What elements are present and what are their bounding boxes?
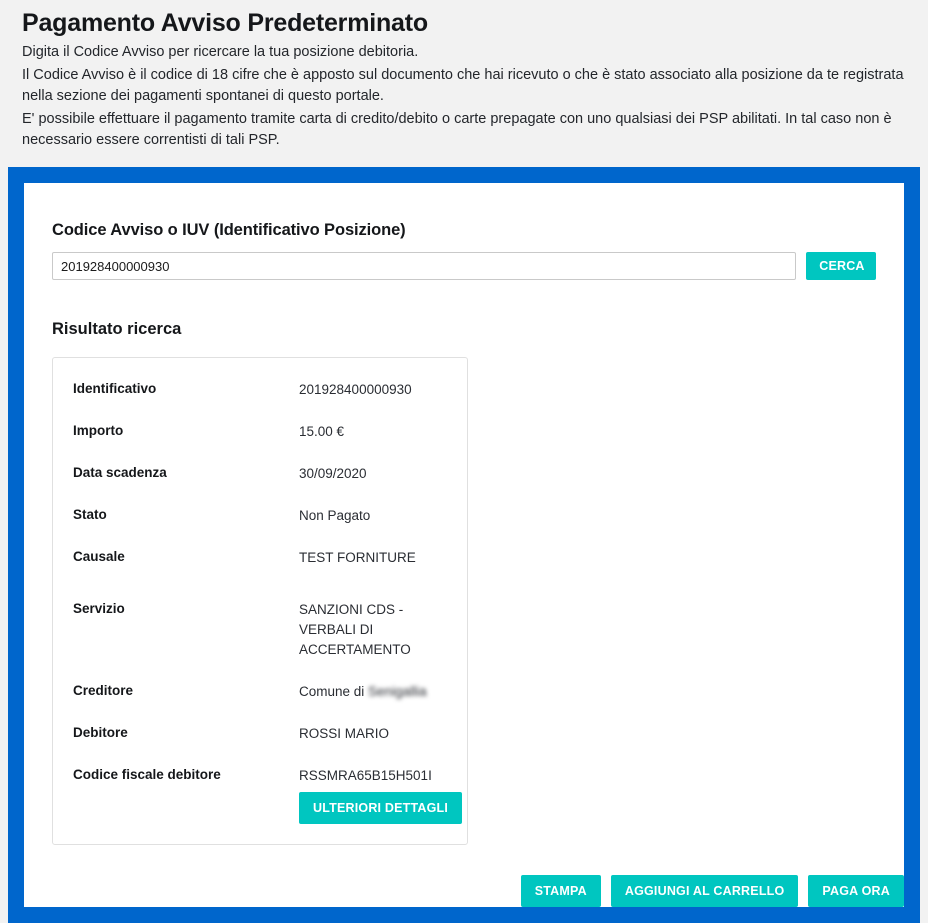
intro-section xyxy=(0,0,928,170)
row-value: 201928400000930 xyxy=(299,382,412,397)
details-button-wrap xyxy=(73,792,447,824)
row-value: TEST FORNITURE xyxy=(299,550,416,565)
table-row xyxy=(73,766,447,786)
row-label: Causale xyxy=(73,549,125,564)
table-row xyxy=(73,380,447,400)
row-value: ROSSI MARIO xyxy=(299,726,390,741)
footer-actions xyxy=(521,875,904,907)
table-row xyxy=(73,600,447,660)
row-label: Creditore xyxy=(73,683,134,698)
table-row xyxy=(73,506,447,526)
row-label: Debitore xyxy=(73,725,128,740)
intro-paragraph-3: E' possibile effettuare il pagamento tramite carta di credito/debito o carte prepagate con uno qualsiasi dei PSP abilitati. In tal caso non è necessario essere correntisti di tali PSP. xyxy=(22,110,892,148)
print-button[interactable]: STAMPA xyxy=(521,875,601,907)
add-to-cart-button[interactable]: AGGIUNGI AL CARRELLO xyxy=(611,875,799,907)
row-label: Data scadenza xyxy=(73,465,167,480)
row-value: 30/09/2020 xyxy=(299,466,367,481)
row-label: Servizio xyxy=(73,601,125,616)
row-label: Identificativo xyxy=(73,381,157,396)
row-label: Codice fiscale debitore xyxy=(73,767,221,782)
row-value: 15.00 € xyxy=(299,424,345,439)
result-section-title: Risultato ricerca xyxy=(52,320,182,338)
intro-paragraph-2: Il Codice Avviso è il codice di 18 cifre che è apposto sul documento che hai ricevuto o che è stato associato alla posizione da te registrata nella sezione dei pagamenti spontanei di questo portale. xyxy=(22,66,904,104)
row-value: RSSMRA65B15H501I xyxy=(299,768,432,783)
table-row xyxy=(73,682,447,702)
search-input[interactable] xyxy=(52,252,796,280)
creditor-prefix: Comune di xyxy=(299,684,369,699)
page-title: Pagamento Avviso Predeterminato xyxy=(22,9,428,37)
table-row xyxy=(73,724,447,744)
row-label: Importo xyxy=(73,423,124,438)
table-row xyxy=(73,464,447,484)
blue-panel xyxy=(8,167,920,923)
table-row xyxy=(73,422,447,442)
row-label: Stato xyxy=(73,507,107,522)
intro-paragraph-1: Digita il Codice Avviso per ricercare la tua posizione debitoria. xyxy=(22,44,419,60)
row-value: SANZIONI CDS - VERBALI DI ACCERTAMENTO xyxy=(299,602,411,657)
search-row xyxy=(52,252,876,280)
search-field-label: Codice Avviso o IUV (Identificativo Posizione) xyxy=(52,221,406,239)
pay-now-button[interactable]: PAGA ORA xyxy=(808,875,904,907)
further-details-button[interactable]: ULTERIORI DETTAGLI xyxy=(299,792,462,824)
content-card xyxy=(24,183,904,907)
table-row xyxy=(73,548,447,568)
row-value: Non Pagato xyxy=(299,508,371,523)
row-value xyxy=(299,682,427,702)
creditor-name-redacted: Senigallia xyxy=(368,684,427,699)
search-button[interactable]: CERCA xyxy=(806,252,876,280)
result-box xyxy=(52,357,468,845)
